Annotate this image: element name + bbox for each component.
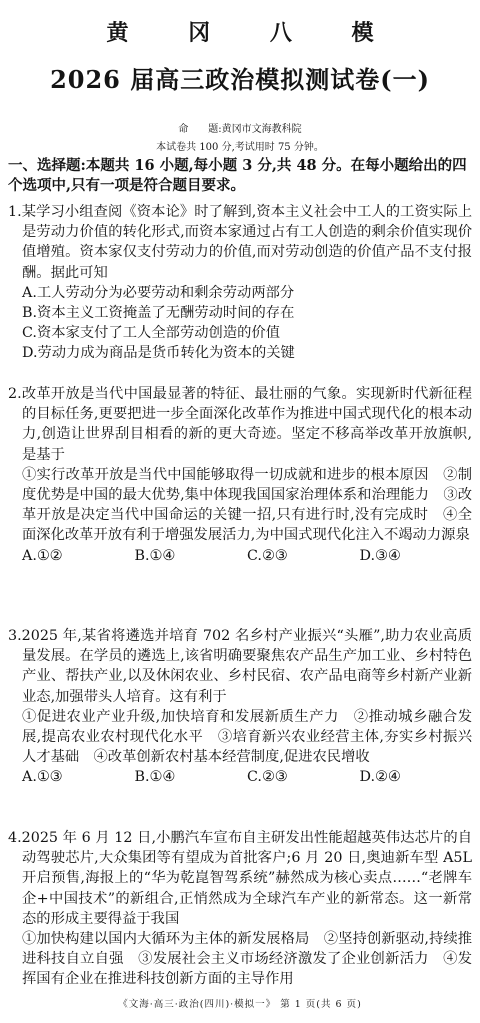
question-1: [8, 202, 472, 364]
author-line: 命 题:黄冈市文海教科院: [178, 124, 302, 135]
exam-info-line: 本试卷共 100 分,考试用时 75 分钟。: [156, 142, 324, 153]
answer-options: [8, 767, 472, 787]
option-d: D.③④: [359, 547, 401, 564]
question-statements: ①实行改革开放是当代中国能够取得一切成就和进步的根本原因 ②制度优势是中国的最大优势,集中体现我国国家治理体系和治理能力 ③改革开放是决定当代中国命运的关键一招,只有进行时,没有完成时 ④全面深化改革开放有利于增强发展活力,为中国式现代化注入不竭动力源泉: [22, 466, 472, 544]
answer-options: [8, 546, 472, 566]
option-c: C.资本家支付了工人全部劳动创造的价值: [22, 325, 281, 342]
option-a: A.工人劳动分为必要劳动和剩余劳动两部分: [22, 284, 295, 301]
question-2: [8, 384, 472, 566]
question-4: [8, 828, 472, 990]
option-b: B.①④: [134, 547, 176, 564]
option-c: C.②③: [247, 547, 288, 564]
question-stem: 4.2025 年 6 月 12 日,小鹏汽车宣布自主研发出性能超越英伟达芯片的自动驾驶芯片,大众集团等有望成为首批客户;6 月 20 日,奥迪新车型 A5L 开启预售,海报上的“华为乾崑智驾系统”赫然成为核心卖点……“老牌车企+中国技术”的新组合,正悄然成为全球汽车产业的新常态。这一新常态的形成主要得益于我国: [8, 830, 472, 927]
section-heading: 一、选择题:本题共 16 小题,每小题 3 分,共 48 分。在每小题给出的四个选项中,只有一项是符合题目要求。: [8, 157, 467, 194]
option-b: B.①④: [134, 769, 176, 786]
page-footer: 《文海·高三·政治(四川)·模拟一》 第 1 页(共 6 页): [118, 999, 362, 1010]
question-stem: 2.改革开放是当代中国最显著的特征、最壮丽的气象。实现新时代新征程的目标任务,更要把进一步全面深化改革作为推进中国式现代化的根本动力,创造让世界刮目相看的新的更大奇迹。坚定不移高举改革开放旗帜,是基于: [8, 386, 472, 463]
option-a: A.①②: [22, 547, 63, 564]
option-a: A.①③: [22, 769, 63, 786]
option-d: D.劳动力成为商品是货币转化为资本的关键: [22, 345, 295, 362]
exam-title: 2026 届高三政治模拟测试卷(一): [50, 65, 430, 94]
question-stem: 1.某学习小组查阅《资本论》时了解到,资本主义社会中工人的工资实际上是劳动力价值的转化形式,而资本家通过占有工人创造的剩余价值实现价值增殖。资本家仅支付劳动力的价值,而对劳动创造的价值产品不支付报酬。据此可知: [8, 204, 472, 281]
question-3: [8, 626, 472, 788]
question-statements: ①加快构建以国内大循环为主体的新发展格局 ②坚持创新驱动,持续推进科技自立自强 ③发展社会主义市场经济激发了企业创新活力 ④发挥国有企业在推进科技创新方面的主导作用: [22, 931, 472, 988]
school-series-title: 黄 冈 八 模: [106, 20, 400, 46]
option-d: D.②④: [359, 769, 401, 786]
option-b: B.资本主义工资掩盖了无酬劳动时间的存在: [22, 305, 295, 322]
question-stem: 3.2025 年,某省将遴选并培育 702 名乡村产业振兴“头雁”,助力农业高质量发展。在学员的遴选上,该省明确要聚焦农产品生产加工业、乡村特色产业、帮扶产业,以及休闲农业、乡村民宿、农产品电商等乡村新产业新业态,加强带头人培育。这有利于: [8, 628, 472, 705]
question-statements: ①促进农业产业升级,加快培育和发展新质生产力 ②推动城乡融合发展,提高农业农村现代化水平 ③培育新兴农业经营主体,夯实乡村振兴人才基础 ④改革创新农村基本经营制度,促进农民增收: [22, 708, 472, 766]
option-c: C.②③: [247, 769, 288, 786]
